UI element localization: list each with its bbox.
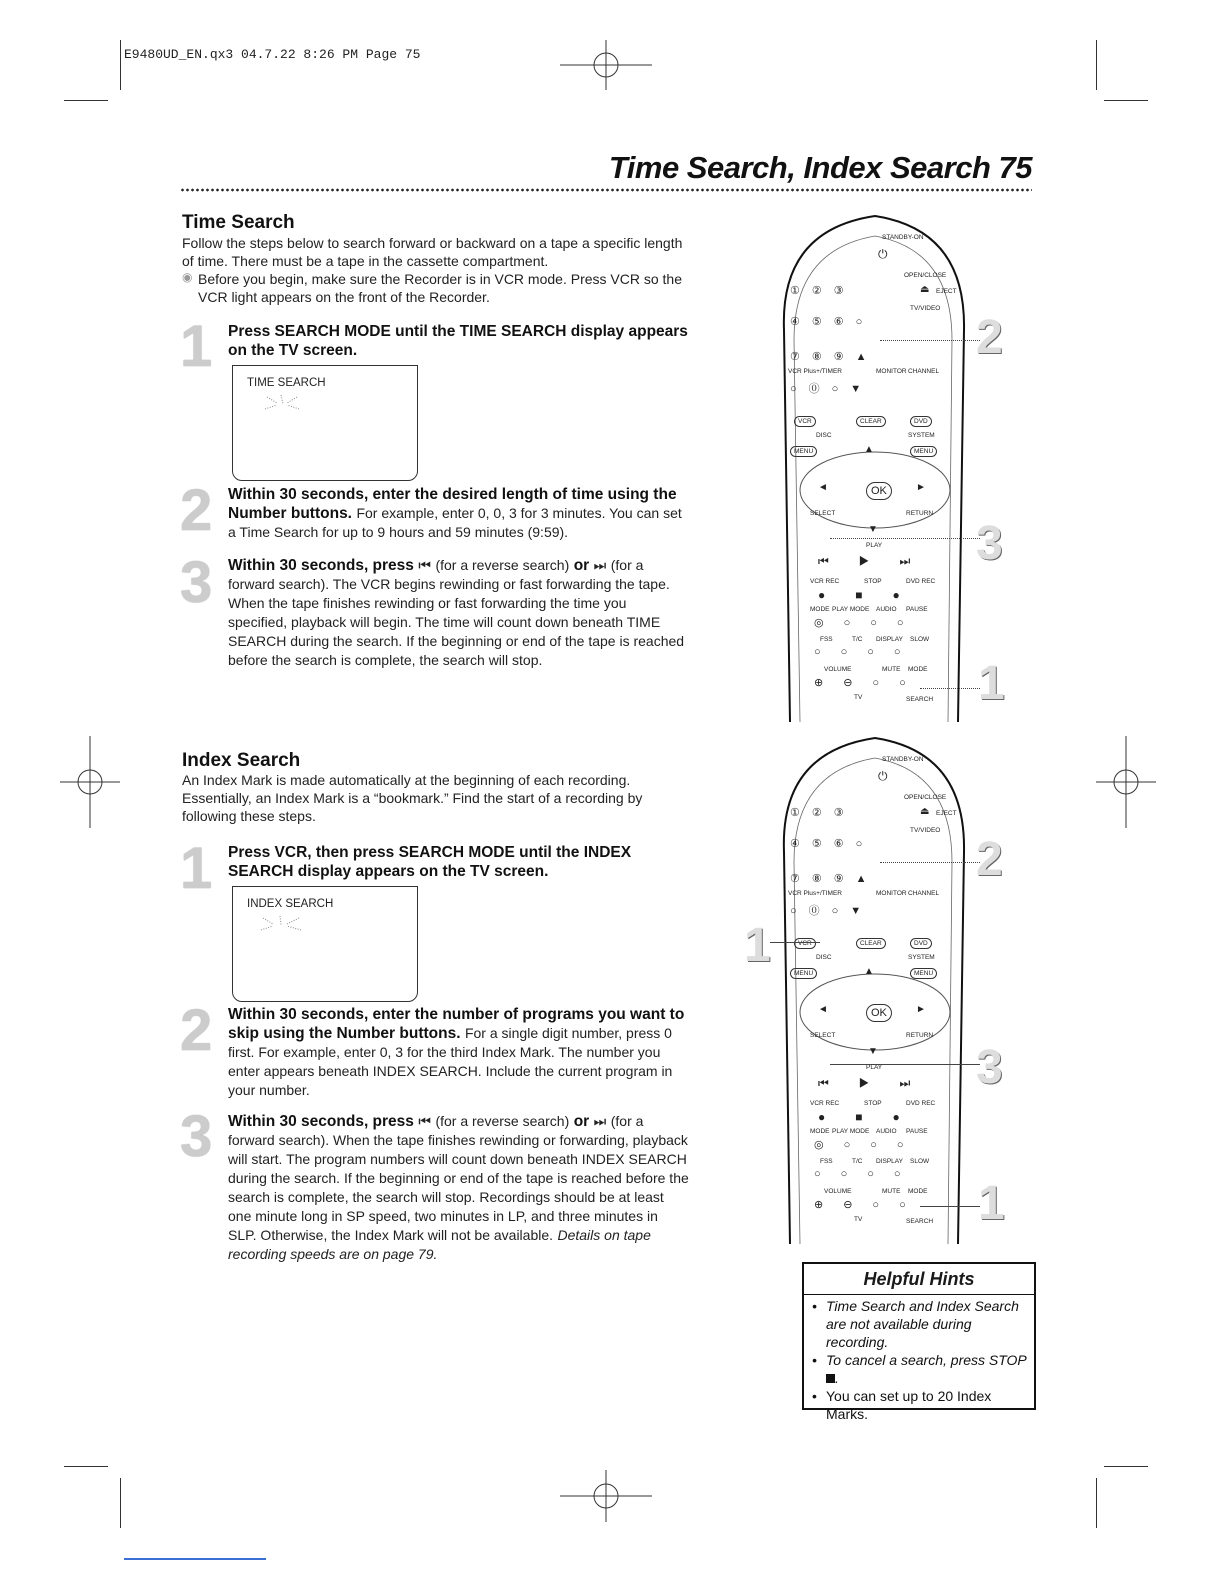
remote-control-illustration xyxy=(780,732,970,1244)
remote-label: PLAY MODE xyxy=(832,606,870,613)
crop-mark xyxy=(64,100,108,101)
step-heading: Within 30 seconds, enter the desired length of time using the Number buttons. xyxy=(228,486,677,522)
remote-label: OPEN/CLOSE xyxy=(904,794,947,801)
clear-button: CLEAR xyxy=(856,416,886,427)
remote-label: EJECT xyxy=(936,810,957,817)
remote-label: FSS xyxy=(820,1158,833,1165)
crop-mark xyxy=(120,1478,121,1528)
remote-label: MODE xyxy=(908,666,928,673)
right-arrow-icon: ► xyxy=(916,1004,926,1015)
remote-label: FSS xyxy=(820,636,833,643)
button-row: ◎○○○ xyxy=(814,1139,924,1151)
callout-number: 2 xyxy=(976,833,1003,886)
remote-label: T/C xyxy=(852,1158,863,1165)
digit-row: ○⓪○▼ xyxy=(790,383,874,395)
index-search-intro: An Index Mark is made automatically at the beginning of each recording. Essentially, an Index Mark is a “bookmark.” Find the start of a recording by following these steps. xyxy=(182,772,643,824)
step-text: (for a forward search). When the tape finishes rewinding or forwarding, playback will start. The program numbers will count down beneath INDEX SEARCH during the search. If the beginning or end of the tape is reached before the search is complete, the search will stop. Recordings should be at least one minute long in SP speed, two minutes in LP, and three minutes in SLP. Otherwise, the Index Mark will not be available. xyxy=(228,1113,689,1243)
record-row: ●■● xyxy=(818,588,930,602)
time-search-heading: Time Search xyxy=(182,212,295,233)
button-row: ⊕⊖○○ xyxy=(814,677,926,689)
step-heading: Within 30 seconds, press xyxy=(228,1113,414,1130)
step-block xyxy=(228,485,688,542)
time-search-bullet: Before you begin, make sure the Recorder is in VCR mode. Press VCR so the VCR light appears on the front of the Recorder. xyxy=(198,271,682,305)
page-title: Time Search, Index Search 75 xyxy=(608,150,1032,185)
digit-row: ⑦⑧⑨▲ xyxy=(790,873,879,885)
callout-line xyxy=(880,862,980,864)
hints-list xyxy=(810,1297,1030,1423)
remote-label: T/C xyxy=(852,636,863,643)
remote-label: CHANNEL xyxy=(908,890,940,897)
hints-title: Helpful Hints xyxy=(804,1264,1034,1295)
left-arrow-icon: ◄ xyxy=(818,482,828,493)
step-block xyxy=(228,1005,690,1100)
clear-button: CLEAR xyxy=(856,938,886,949)
remote-label: MODE xyxy=(908,1188,928,1195)
registration-mark-icon xyxy=(560,40,652,90)
remote-label: DVD REC xyxy=(906,578,936,585)
remote-label: PAUSE xyxy=(906,606,928,613)
step-number: 2 xyxy=(180,478,213,543)
remote-label: SEARCH xyxy=(906,696,934,703)
remote-label: SEARCH xyxy=(906,1218,934,1225)
remote-label: DVD REC xyxy=(906,1100,936,1107)
step-number: 1 xyxy=(180,314,213,379)
dvd-button: DVD xyxy=(910,416,932,427)
remote-label: RETURN xyxy=(906,1032,934,1039)
remote-label: DISPLAY xyxy=(876,1158,903,1165)
callout-line xyxy=(880,340,980,342)
button-row: ◎○○○ xyxy=(814,617,924,629)
remote-label: TV/VIDEO xyxy=(910,827,941,834)
digit-row: ○⓪○▼ xyxy=(790,905,874,917)
crop-mark xyxy=(1096,40,1097,90)
time-search-intro: Follow the steps below to search forward or backward on a tape a specific length of time. There must be a tape in the cassette compartment. xyxy=(182,235,683,269)
remote-label: AUDIO xyxy=(876,1128,897,1135)
dotted-rule xyxy=(180,188,1032,192)
step-text: For a single digit number, press 0 first. For example, enter 0, 3 for the third Index Mark. The number you enter appears beneath INDEX SEARCH. Include the current program in your number. xyxy=(228,1025,673,1098)
remote-label: STOP xyxy=(864,578,882,585)
remote-label: MUTE xyxy=(882,666,901,673)
step-heading: Within 30 seconds, press xyxy=(228,557,414,574)
remote-label: PLAY xyxy=(866,1064,883,1071)
remote-label: STANDBY-ON xyxy=(882,234,924,241)
crop-mark xyxy=(1096,1478,1097,1528)
rewind-icon: ⏮ xyxy=(418,557,431,573)
remote-label: VCR Plus+/TIMER xyxy=(788,890,842,897)
left-arrow-icon: ◄ xyxy=(818,1004,828,1015)
callout-number: 3 xyxy=(976,517,1003,570)
blink-icon xyxy=(257,394,307,412)
rewind-icon: ⏮ xyxy=(418,1113,431,1129)
remote-label: OPEN/CLOSE xyxy=(904,272,947,279)
hint-item: • Time Search and Index Search are not available during recording. xyxy=(810,1297,1030,1351)
remote-label: PAUSE xyxy=(906,1128,928,1135)
dvd-button: DVD xyxy=(910,938,932,949)
step-number: 3 xyxy=(180,1104,213,1169)
remote-label: EJECT xyxy=(936,288,957,295)
button-row: ○○○○ xyxy=(814,1168,921,1180)
vcr-button: VCR xyxy=(794,938,816,949)
registration-mark-icon xyxy=(1096,736,1156,828)
digit-row: ①②③ xyxy=(790,285,856,297)
step-heading: Press SEARCH MODE until the TIME SEARCH display appears on the TV screen. xyxy=(228,323,688,359)
remote-label: AUDIO xyxy=(876,606,897,613)
step-block xyxy=(228,556,688,670)
digit-row: ①②③ xyxy=(790,807,856,819)
up-arrow-icon: ▲ xyxy=(864,966,874,977)
transport-row: ⏮▶⏭ xyxy=(818,1076,941,1090)
callout-line xyxy=(830,1064,980,1066)
step-text: (for a forward search). The VCR begins rewinding or fast forwarding the tape. When the tape finishes rewinding or fast forwarding the time you specified, playback will begin. The time will count down beneath TIME SEARCH during the search. If the beginning or end of the tape is reached before the search is complete, the search will stop. xyxy=(228,557,685,668)
transport-row: ⏮▶⏭ xyxy=(818,554,941,568)
bottom-accent-bar xyxy=(124,1558,266,1560)
remote-label: PLAY xyxy=(866,542,883,549)
crop-mark xyxy=(120,40,121,90)
hint-item: • You can set up to 20 Index Marks. xyxy=(810,1387,1030,1423)
ok-button: OK xyxy=(866,1004,892,1022)
remote-label: RETURN xyxy=(906,510,934,517)
callout-number: 1 xyxy=(978,1177,1005,1230)
up-arrow-icon: ▲ xyxy=(864,444,874,455)
digit-row: ⑦⑧⑨▲ xyxy=(790,351,879,363)
eject-icon: ⏏ xyxy=(920,284,930,295)
crop-mark xyxy=(1104,100,1148,101)
hint-text: To cancel a search, press STOP xyxy=(826,1352,1027,1368)
step-text: (for a reverse search) xyxy=(435,557,570,573)
step-text: For example, enter 0, 0, 3 for 3 minutes. You can set a Time Search for up to 9 hours and 59 minutes (9:59). xyxy=(228,505,682,540)
power-icon: ⏻ xyxy=(878,247,888,261)
eject-icon: ⏏ xyxy=(920,806,930,817)
remote-label: MODE xyxy=(810,1128,830,1135)
power-icon: ⏻ xyxy=(878,769,888,783)
remote-label: VOLUME xyxy=(824,666,852,673)
tv-screen-display xyxy=(232,886,418,1002)
index-search-heading: Index Search xyxy=(182,750,301,771)
step-number: 3 xyxy=(180,550,213,615)
remote-label: SLOW xyxy=(910,636,930,643)
blink-icon xyxy=(253,915,309,933)
down-arrow-icon: ▼ xyxy=(868,1046,878,1057)
step-text: (for a reverse search) xyxy=(435,1113,570,1129)
remote-label: DISPLAY xyxy=(876,636,903,643)
remote-label: PLAY MODE xyxy=(832,1128,870,1135)
remote-label: TV/VIDEO xyxy=(910,305,941,312)
digit-row: ④⑤⑥○ xyxy=(790,838,875,850)
stop-icon xyxy=(826,1374,835,1383)
screen-label: TIME SEARCH xyxy=(247,377,326,389)
bullet-icon: ◉ xyxy=(182,270,193,284)
remote-label: MODE xyxy=(810,606,830,613)
menu-button: MENU xyxy=(910,968,937,979)
vcr-button: VCR xyxy=(794,416,816,427)
remote-control-illustration xyxy=(780,210,970,722)
remote-label: STANDBY-ON xyxy=(882,756,924,763)
hint-item: • To cancel a search, press STOP . xyxy=(810,1351,1030,1387)
callout-line xyxy=(920,688,980,690)
remote-label: VOLUME xyxy=(824,1188,852,1195)
callout-line xyxy=(920,1206,980,1208)
right-arrow-icon: ► xyxy=(916,482,926,493)
remote-label: SELECT xyxy=(810,1032,836,1039)
remote-label: SYSTEM xyxy=(908,954,935,961)
step-heading: or xyxy=(573,557,590,574)
registration-mark-icon xyxy=(560,1470,652,1522)
callout-line xyxy=(770,942,820,944)
callout-number: 1 xyxy=(978,657,1005,710)
tv-screen-display xyxy=(232,365,418,481)
remote-label: MUTE xyxy=(882,1188,901,1195)
step-number: 1 xyxy=(180,836,213,901)
remote-label: CHANNEL xyxy=(908,368,940,375)
step-heading: or xyxy=(573,1113,590,1130)
crop-mark xyxy=(1104,1466,1148,1467)
button-row: ⊕⊖○○ xyxy=(814,1199,926,1211)
step-number: 2 xyxy=(180,998,213,1063)
registration-mark-icon xyxy=(60,736,120,828)
callout-line xyxy=(830,538,980,540)
down-arrow-icon: ▼ xyxy=(868,524,878,535)
remote-label: MONITOR xyxy=(876,890,907,897)
step-heading: Press VCR, then press SEARCH MODE until the INDEX SEARCH display appears on the TV screen. xyxy=(228,844,632,880)
time-search-bullet-row xyxy=(182,270,692,306)
menu-button: MENU xyxy=(790,446,817,457)
remote-label: TV xyxy=(854,1216,863,1223)
step-heading: Within 30 seconds, enter the number of programs you want to skip using the Number buttons. xyxy=(228,1006,685,1042)
remote-label: SELECT xyxy=(810,510,836,517)
screen-label: INDEX SEARCH xyxy=(247,898,334,910)
menu-button: MENU xyxy=(910,446,937,457)
remote-label: VCR REC xyxy=(810,1100,840,1107)
button-row: ○○○○ xyxy=(814,646,921,658)
ok-button: OK xyxy=(866,482,892,500)
helpful-hints-box xyxy=(802,1262,1036,1422)
remote-label: VCR REC xyxy=(810,578,840,585)
remote-label: DISC xyxy=(816,432,832,439)
printer-slug: E9480UD_EN.qx3 04.7.22 8:26 PM Page 75 xyxy=(124,47,421,62)
digit-row: ④⑤⑥○ xyxy=(790,316,875,328)
remote-label: MONITOR xyxy=(876,368,907,375)
callout-number: 1 xyxy=(744,919,771,972)
remote-label: TV xyxy=(854,694,863,701)
forward-icon: ⏭ xyxy=(593,557,607,573)
callout-number: 3 xyxy=(976,1041,1003,1094)
record-row: ●■● xyxy=(818,1110,930,1124)
forward-icon: ⏭ xyxy=(593,1113,607,1129)
remote-label: DISC xyxy=(816,954,832,961)
step-block xyxy=(228,1112,690,1264)
crop-mark xyxy=(64,1466,108,1467)
remote-label: SYSTEM xyxy=(908,432,935,439)
menu-button: MENU xyxy=(790,968,817,979)
remote-label: SLOW xyxy=(910,1158,930,1165)
remote-label: VCR Plus+/TIMER xyxy=(788,368,842,375)
page-reference: Details on tape recording speeds are on page 79. xyxy=(228,1227,651,1262)
callout-number: 2 xyxy=(976,311,1003,364)
remote-label: STOP xyxy=(864,1100,882,1107)
